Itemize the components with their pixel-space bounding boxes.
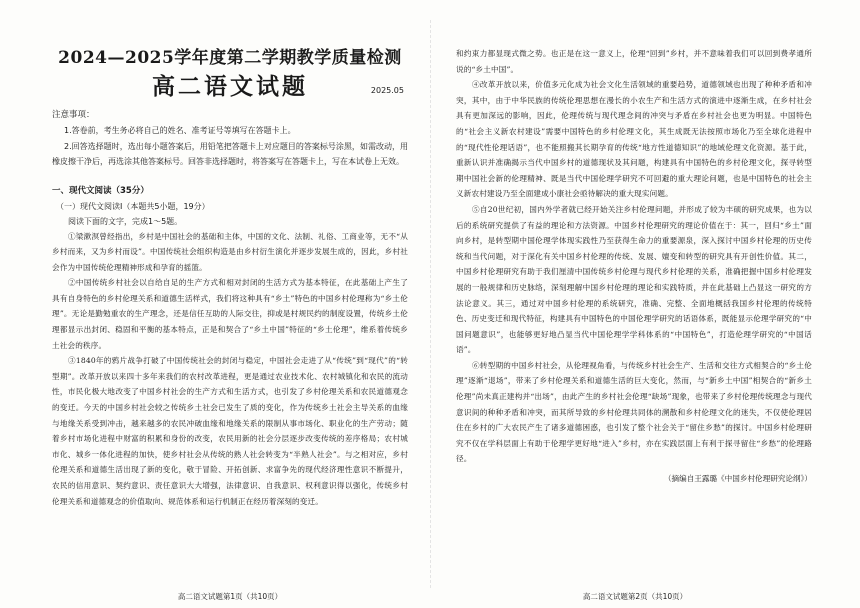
passage-paragraph-3: ③1840年的鸦片战争打破了中国传统社会的封闭与稳定，中国社会走进了从“传统”到“现代”的“转型期”。改革开放以来四十多年来我们的农村改革进程，更是通过农业技术化、农村城镇化和农民的流动性，市民化极大地改变了中国乡村社会的生产方式和生活方式，也引发了乡村伦理关系和农民道德观念的变迁。今天的中国乡村社会较之传统乡土社会已发生了质的变化，作为传统乡土社会主导关系的血缘与地缘关系受到冲击，越来越多的农民冲破血缘和地缘关系的限制从事市场化、职业化的生产劳动；随着乡村市场化进程中财富的积累和身份的改变，农民用新的社会分层逐步改变传统的差序格局；农村城市化、城乡一体化进程的加快，使乡村社会从传统的熟人社会转变为“半熟人社会”。与之相对应，乡村伦理关系和道德生活出现了新的变化，敬于冒险、开拓创新、求富争先的现代经济理性意识不断提升，农民的信用意识、契约意识、责任意识大大增强，法律意识、自我意识、权利意识得以强化，传统乡村伦理关系和道德观念的价值取向、规范体系和运行机制正在经历着深刻的变迁。 <box>52 356 408 506</box>
page-footer-right: 高二语文试题第2页（共10页） <box>582 592 688 601</box>
exam-title: 2024—2025学年度第二学期教学质量检测 <box>58 48 402 68</box>
subject-row <box>52 70 408 104</box>
passage-paragraph-6: ⑥转型期的中国乡村社会，从伦理视角看，与传统乡村社会生产、生活和交往方式相契合的“乡土伦理”逐渐“退场”，带来了乡村伦理关系和道德生活的巨大变化，然而，与“新乡土中国”相契合的“新乡土伦理”尚未真正建构并“出场”，由此产生的乡村社会伦理“缺场”现象，也带来了乡村伦理传统理念与现代意识间的种种矛盾和冲突，而其所导致的乡村伦理共同体的溯散和乡村伦理文化的迷失，不仅使伦理居住在乡村的广大农民产生了诸多道德困惑，也引发了整个社会关于“留住乡愁”的探讨。中国乡村伦理研究不仅在学科层面上有助于伦理学更好地“进入”乡村，亦在实践层面上有利于探寻留住“乡愁”的伦理路径。 <box>456 360 812 464</box>
page-2 <box>430 0 860 608</box>
notes-title: 注意事项： <box>52 110 95 120</box>
passage-paragraph-1: ①梁漱溟曾经指出，乡村是中国社会的基础和主体，中国的文化、法制、礼俗、工商业等，无不“从乡村而来，又为乡村而设”。中国传统社会组织构造是由乡村衍生演化并逐步发展生成的，因此，乡村社会作为中国传统伦理精神形成和孕育的摇篮。 <box>52 231 408 272</box>
subsection-title: （一）现代文阅读Ⅰ（本题共5小题，19分） <box>56 201 210 211</box>
subject-title: 高二语文试题 <box>152 73 308 100</box>
note-item: 1.答卷前，考生务必将自己的姓名、准考证号等填写在答题卡上。 <box>64 126 296 135</box>
passage-source: （摘编自王露璐《中国乡村伦理研究论纲》） <box>663 474 812 484</box>
passage-paragraph-3-continued: 和约束力都显现式微之势。也正是在这一意义上，伦理“回到”乡村，并不意味着我们可以回到费孝通所说的“乡土中国”。 <box>456 49 812 74</box>
page-footer-left: 高二语文试题第1页（共10页） <box>177 592 283 601</box>
passage-paragraph-5: ⑤自20世纪初，国内外学者就已经开始关注乡村伦理问题，并形成了较为丰硕的研究成果，也为以后的系统研究提供了有益的理论和方法资源。中国乡村伦理研究的理论价值在于：其一，回归“乡土”面向乡村，是转型期中国伦理学体现实践性乃至获得生命力的重要源泉，深入探讨中国乡村伦理的历史传统和当代问题，对于深化有关中国乡村伦理的传统、发展、嬗变和转型的研究具有开创性价值。其二，中国乡村伦理研究有助于我们厘清中国传统乡村伦理与现代乡村伦理的关系，准确把握中国乡村伦理发展的一般规律和历史脉络，深刻理解中国乡村伦理的理论和实践特质，并在此基础上凸显这一研究的方法论意义。其三，通过对中国乡村伦理的系统研究，准确、完整、全面地概括我国乡村伦理的传统特色、历史变迁和现代特征，构建具有中国特色的中国伦理学研究的话语体系，既能显示伦理学研究的“中国问题意识”，也能够更好地凸显当代中国伦理学学科体系的“中国特色”，打造伦理学研究的“中国话语”。 <box>456 204 812 355</box>
exam-date: 2025.05 <box>370 86 404 95</box>
passage-paragraph-2: ②中国传统乡村社会以自给自足的生产方式和相对封闭的生活方式为基本特征，在此基础上产生了具有自身特色的乡村伦理关系和道德生活样式，我们将这种具有“乡土”特色的中国乡村伦理称为“乡土伦理”。无论是勤勉重农的生产理念，还是信任互助的人际交往，抑或是村规民约的制度设置，传统乡土伦理都显示出封闭、稳固和平衡的基本特点，正是和契合了“乡土中国”特征的“乡土伦理”，维系着传统乡土社会的秩序。 <box>52 278 408 350</box>
section-title: 一、现代文阅读（35分） <box>52 185 149 196</box>
note-item: 2.回答选择题时，选出每小题答案后，用铅笔把答题卡上对应题目的答案标号涂黑，如需改动，用橡皮擦干净后，再选涂其他答案标号。回答非选择题时，将答案写在答题卡上，写在本试卷上无效。 <box>52 141 408 166</box>
reading-instruction: 阅读下面的文字，完成1～5题。 <box>68 216 183 226</box>
passage-paragraph-4: ④改革开放以来，价值多元化成为社会文化生活领域的重要趋势，道德领域也出现了种种矛盾和冲突，其中，由于中华民族的传统伦理思想在漫长的小农生产和生活方式的演进中逐渐生成，在乡村社会具有更加深远的影响，因此，伦理传统与现代理念间的冲突与矛盾在乡村社会也更为明显。中国特色的“社会主义新农村建设”需要中国特色的乡村伦理文化，其生成既无法按照市场化乃至全球化进程中的“现代性伦理话语”，也不能照搬其长期孕育的传统“地方性道德知识”的地域伦理文化资源。基于此，重新认识并准确揭示当代中国乡村的道德现状及其问题，构建具有中国特色的乡村伦理文化，探寻转型期中国社会新的伦理精神、既是当代中国伦理学研究不可回避的重大理论问题，也是中国特色的社会主义新农村建设乃至全面建成小康社会亟待解决的重大现实问题。 <box>456 80 812 199</box>
